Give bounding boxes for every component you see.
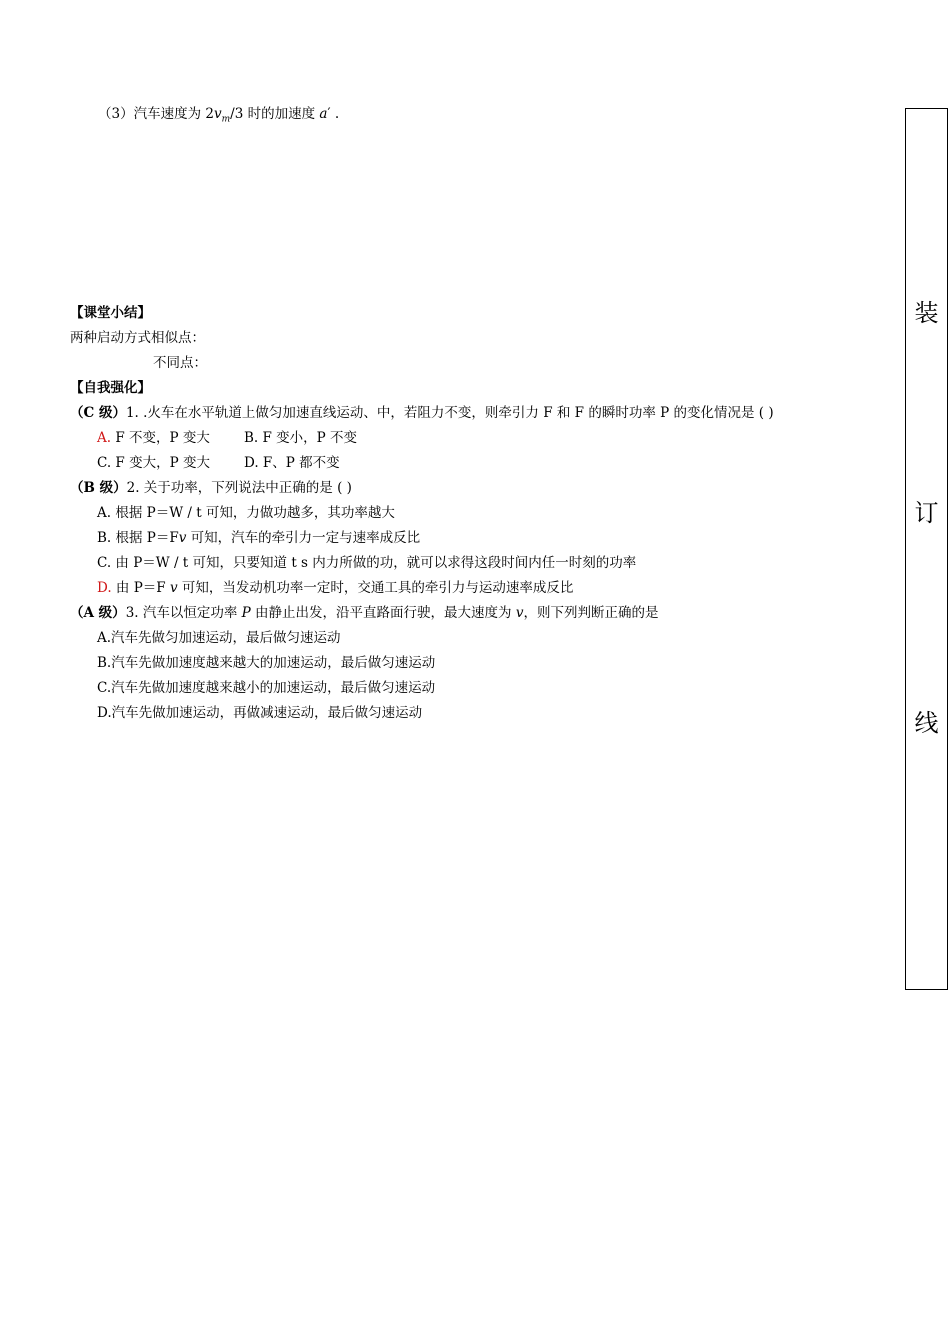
q3-text-post: ，则下列判断正确的是 <box>523 605 659 621</box>
binding-char-ding: 订 <box>914 499 939 527</box>
q2-text: 2. 关于功率，下列说法中正确的是 ( ) <box>126 480 352 496</box>
q1-option-a-label: A. <box>97 430 112 446</box>
question-part-3 <box>98 105 339 129</box>
q3-level: （A 级） <box>70 605 126 621</box>
summary-heading: 【课堂小结】 <box>70 305 151 321</box>
q1-text: 1. .火车在水平轨道上做匀加速直线运动、中，若阻力不变，则牵引力 F 和 F 的瞬时功率 P 的变化情况是 ( ) <box>125 405 774 421</box>
q2-option-d-pre: 由 P＝F <box>111 580 170 596</box>
q2-option-b-post: 可知，汽车的牵引力一定与速率成反比 <box>186 530 421 546</box>
part3-prefix: （3）汽车速度为 2 <box>98 106 214 122</box>
q1-level: （C 级） <box>70 405 126 421</box>
q1-option-a-text: F 不变，P 变大 <box>111 430 210 446</box>
q3-power-symbol: P <box>241 605 251 621</box>
question-1 <box>70 404 774 422</box>
part3-mid: /3 时的加速度 <box>230 106 316 122</box>
q3-option-b: B.汽车先做加速度越来越大的加速运动，最后做匀速运动 <box>97 655 436 671</box>
question-2 <box>70 479 352 497</box>
q2-level: （B 级） <box>70 480 127 496</box>
summary-different: 不同点： <box>153 355 207 371</box>
q1-option-b: B. F 变小，P 不变 <box>244 430 358 446</box>
binding-char-zhuang: 装 <box>914 299 939 327</box>
summary-similar: 两种启动方式相似点： <box>70 330 205 346</box>
acceleration-symbol: a <box>319 106 328 122</box>
q3-text-mid: 由静止出发，沿平直路面行驶，最大速度为 <box>250 605 516 621</box>
q3-text-pre: 3. 汽车以恒定功率 <box>125 605 242 621</box>
q2-option-d-post: 可知，当发动机功率一定时，交通工具的牵引力与运动速率成反比 <box>177 580 574 596</box>
q2-option-b-v: v <box>178 530 187 546</box>
q2-option-b <box>97 529 420 547</box>
q3-option-c: C.汽车先做加速度越来越小的加速运动，最后做匀速运动 <box>97 680 436 696</box>
binding-margin-box <box>905 108 948 990</box>
q3-option-d: D.汽车先做加速运动，再做减速运动，最后做匀速运动 <box>97 705 423 721</box>
part3-suffix: ′ . <box>327 106 340 122</box>
q3-velocity-symbol: v <box>515 605 524 621</box>
q2-option-d-label: D. <box>97 580 112 596</box>
q1-options-row-1 <box>97 429 210 447</box>
q2-option-b-pre: B. 根据 P＝F <box>97 530 179 546</box>
binding-char-xian: 线 <box>914 709 939 737</box>
q2-option-c: C. 由 P＝W / t 可知，只要知道 t s 内力所做的功，就可以求得这段时间内任一时刻的功率 <box>97 555 637 571</box>
velocity-symbol: v <box>213 106 222 122</box>
q2-option-a: A. 根据 P＝W / t 可知，力做功越多，其功率越大 <box>97 505 395 521</box>
q1-option-d: D. F、P 都不变 <box>244 455 340 471</box>
question-3 <box>70 604 658 622</box>
q1-option-c: C. F 变大，P 变大 <box>97 455 210 471</box>
q3-option-a: A.汽车先做匀加速运动，最后做匀速运动 <box>97 630 341 646</box>
q2-option-d-v: v <box>169 580 178 596</box>
q2-option-d <box>97 579 573 597</box>
reinforce-heading: 【自我强化】 <box>70 380 151 396</box>
velocity-subscript: m <box>221 114 231 125</box>
